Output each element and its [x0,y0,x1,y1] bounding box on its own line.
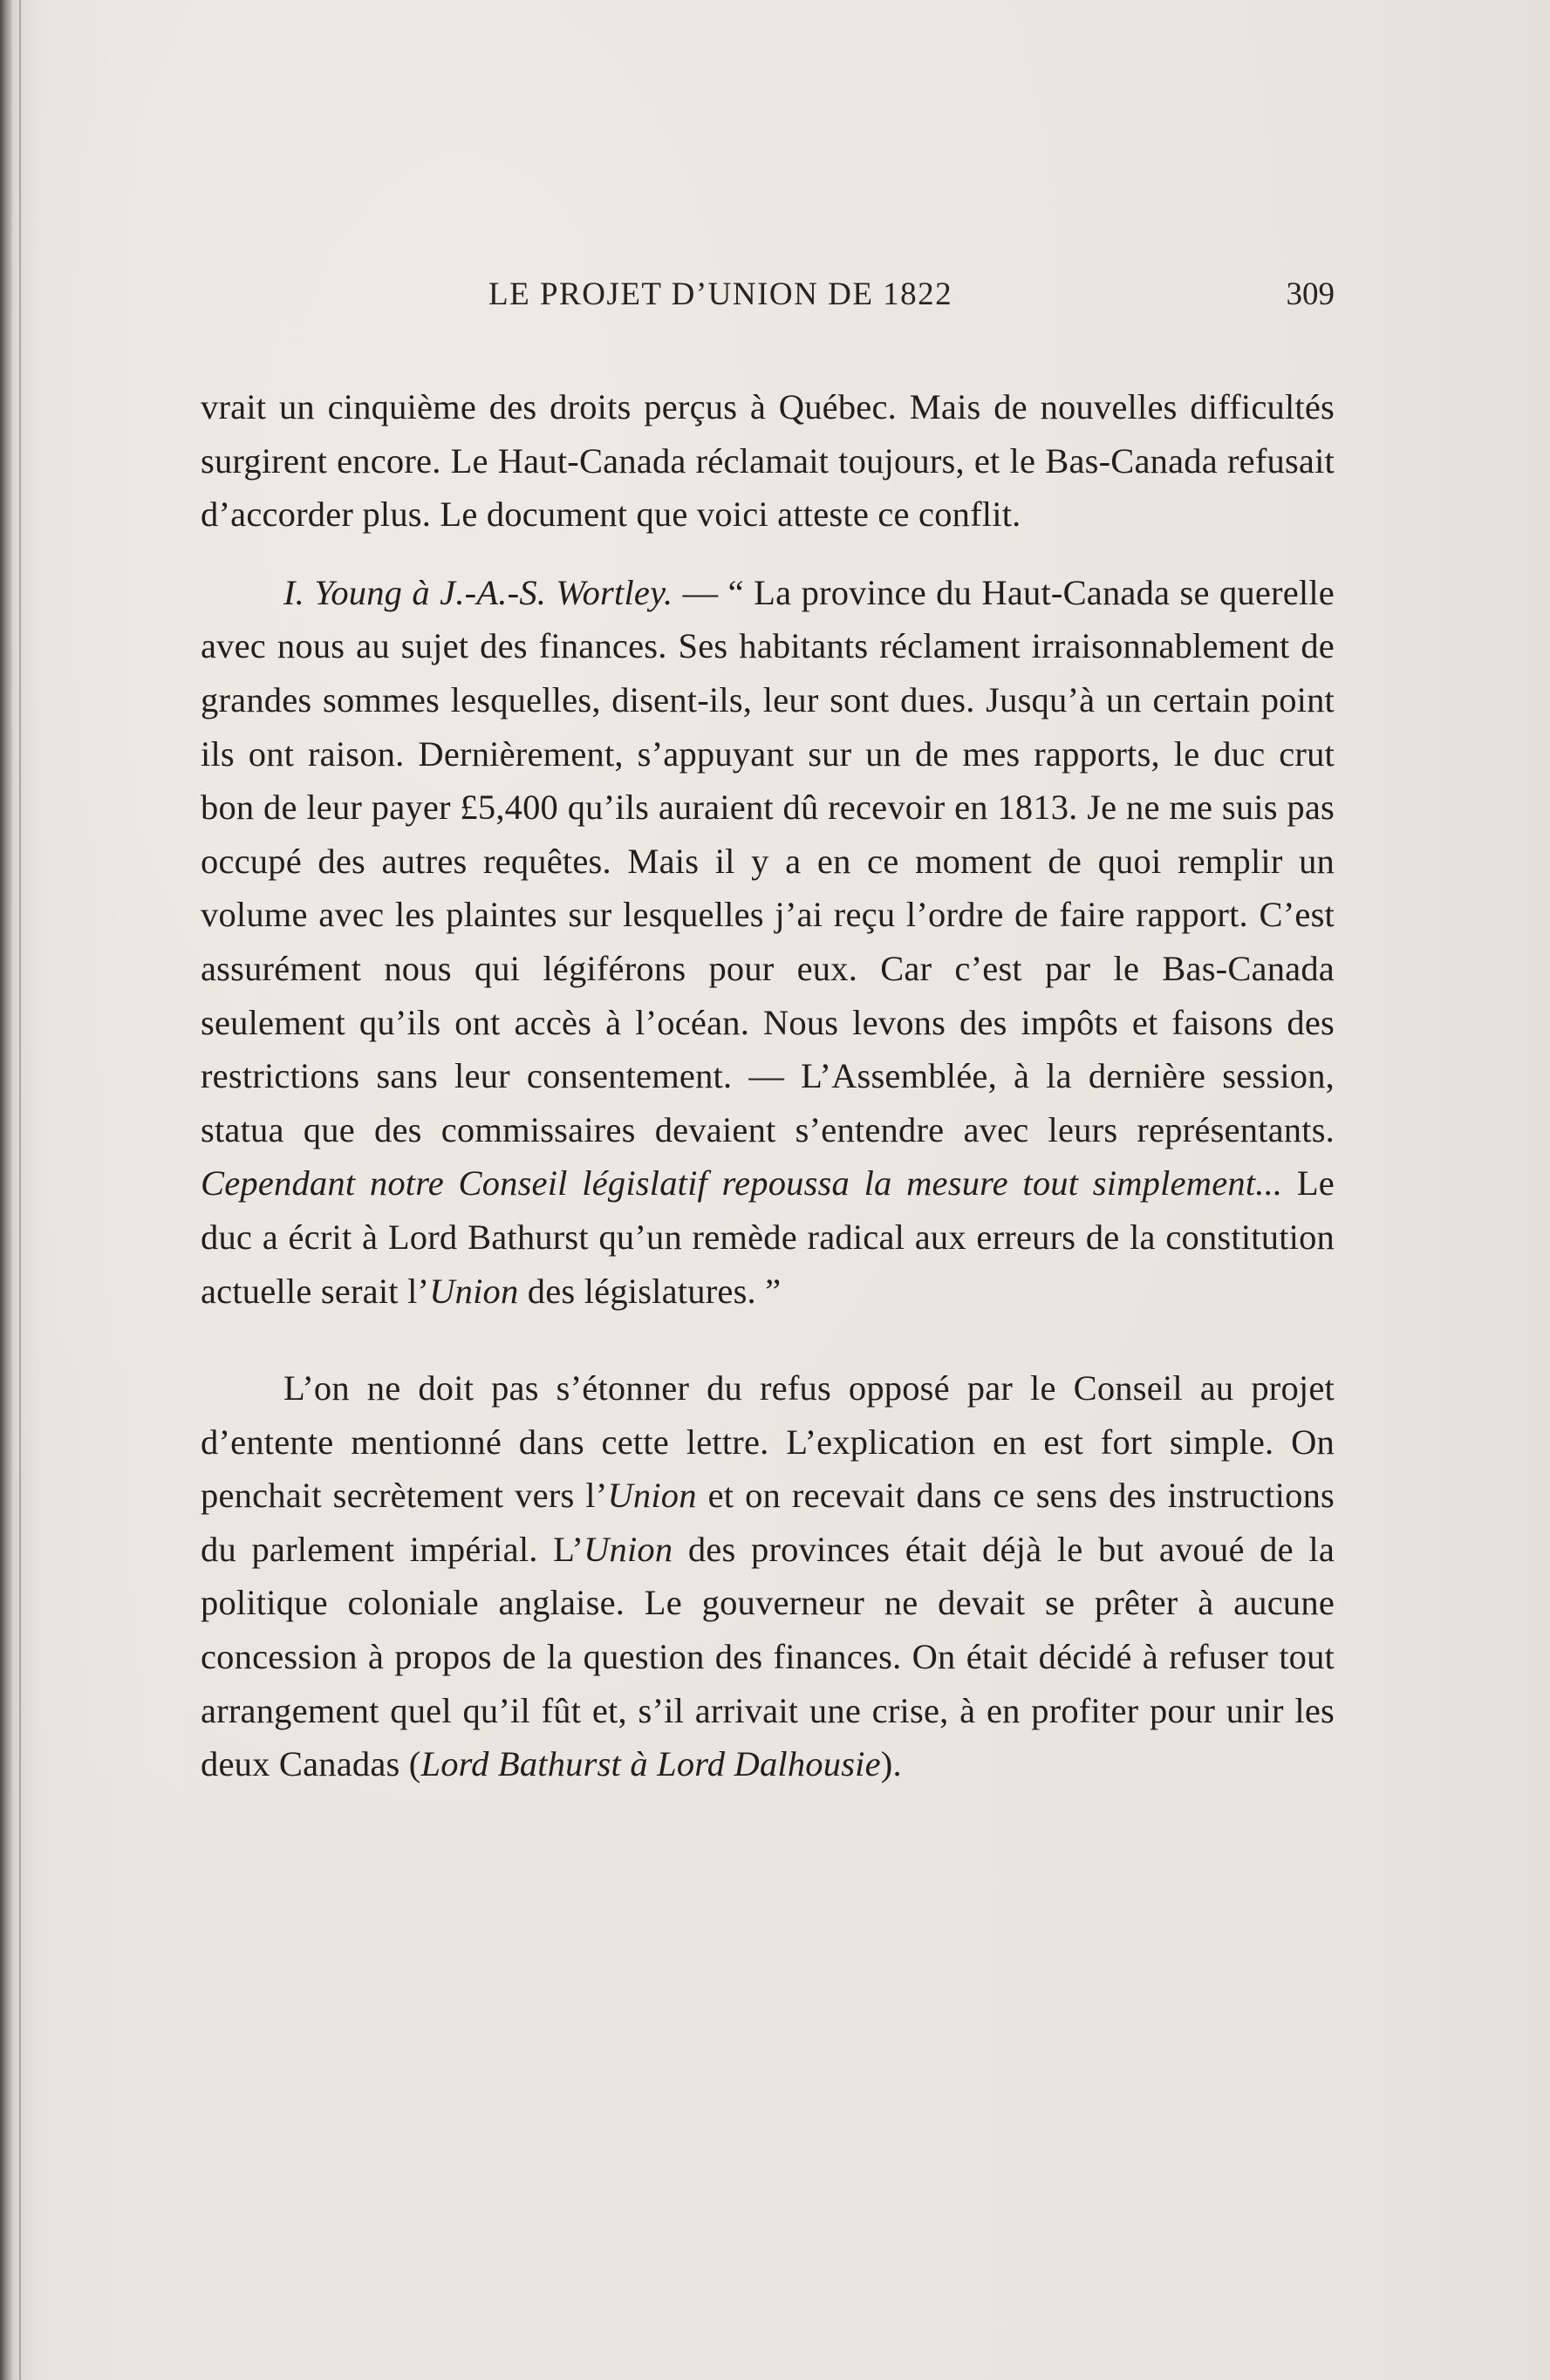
page-number: 309 [1286,276,1335,312]
paragraph-1-text: vrait un cinquième des droits perçus à Québec. Mais de nouvelles difficultés surgirent encore. Le Haut-Canada réclamait toujours, et le Bas-Canada refusait d’accorder plus. Le document que voici atteste ce conflit. [201,387,1335,535]
paragraph-2-letter-quote [201,566,1335,1318]
page-edge-line [19,0,21,2380]
paragraph-3 [201,1361,1335,1791]
paragraph-1 [201,380,1335,542]
letter-text-part-3: des législatures. ” [518,1271,782,1311]
letter-text-part-2: Le duc a écrit à Lord Bathurst qu’un remède radical aux erreurs de la constitution actuelle serait l’ [201,1163,1335,1311]
paragraph-3-text-part-3: des provinces était déjà le but avoué de la politique coloniale anglaise. Le gouverneur ne devait se prêter à aucune concession à propos de la question des finances. On était décidé à refuser tout arrangement quel qu’il fût et, s’il arrivait une crise, à en profiter pour unir les deux Canadas ( [201,1529,1335,1784]
paragraph-3-text-part-2: et on recevait dans ce sens des instructions du parlement impérial. L’ [201,1476,1335,1569]
paragraph-3-emphasis-union-1: Union [607,1476,697,1516]
paragraph-3-text-part-4: ). [880,1744,902,1784]
letter-text-part-1: — “ La province du Haut-Canada se querelle avec nous au sujet des finances. Ses habitants réclament irraisonnablement de grandes sommes lesquelles, disent-ils, leur sont dues. Jusqu’à un certain point ils ont raison. Dernièrement, s’appuyant sur un de mes rapports, le duc crut bon de leur payer £5,400 qu’ils auraient dû recevoir en 1813. Je ne me suis pas occupé des autres requêtes. Mais il y a en ce moment de quoi remplir un volume avec les plaintes sur lesquelles j’ai reçu l’ordre de faire rapport. C’est assurément nous qui légiférons pour eux. Car c’est par le Bas-Canada seulement qu’ils ont accès à l’océan. Nous levons des impôts et faisons des restrictions sans leur consentement. — L’Assemblée, à la dernière session, statua que des commissaires devaient s’entendre avec leurs représentants. [201,572,1335,1149]
book-gutter-shadow [0,0,12,2380]
page-header [201,276,1335,328]
paragraph-3-citation: Lord Bathurst à Lord Dalhousie [420,1744,881,1784]
letter-emphasis-union: Union [429,1271,519,1311]
letter-emphasis-council: Cependant notre Conseil législatif repoussa la mesure tout simplement... [201,1163,1283,1204]
body-text [201,380,1335,1791]
running-head: LE PROJET D’UNION DE 1822 [488,276,953,312]
paragraph-3-text-part-1: L’on ne doit pas s’étonner du refus opposé par le Conseil au projet d’entente mentionné dans cette lettre. L’explication en est fort simple. On penchait secrètement vers l’ [201,1368,1335,1516]
letter-heading: I. Young à J.-A.-S. Wortley. [283,572,673,612]
paragraph-3-emphasis-union-2: Union [584,1529,673,1569]
